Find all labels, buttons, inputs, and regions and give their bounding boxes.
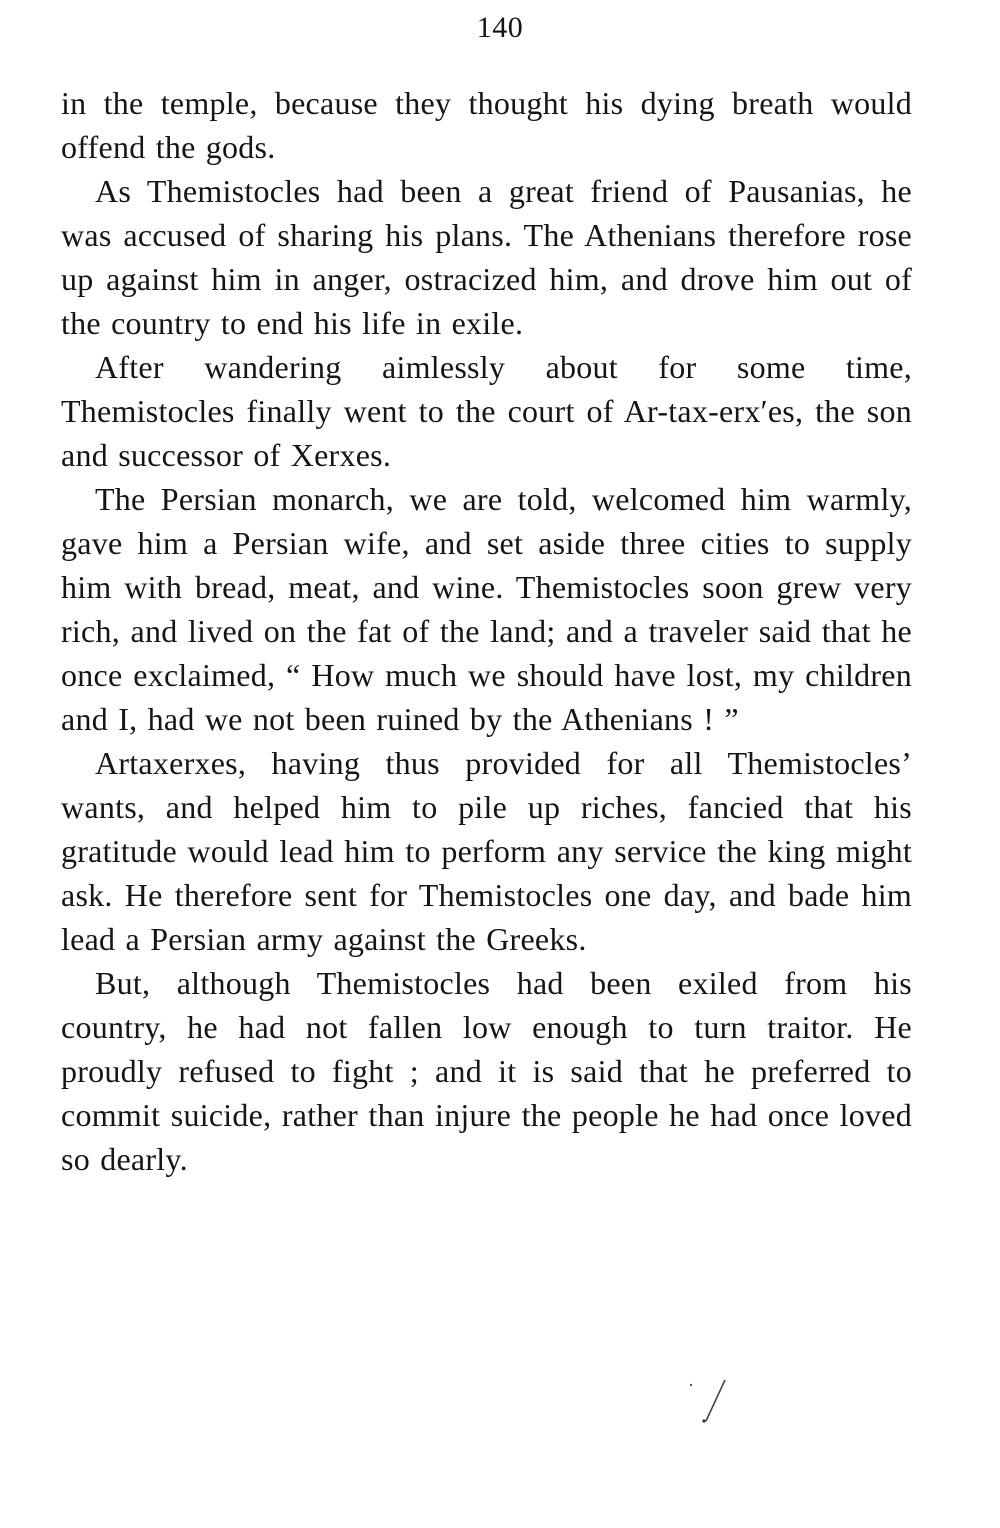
body-text [61, 81, 912, 1181]
paragraph-4: The Persian monarch, we are told, welcomed him warmly, gave him a Persian wife, and set aside three cities to supply him with bread, meat, and wine. Themistocles soon grew very rich, and lived on the fat of the land; and a traveler said that he once exclaimed, “ How much we should have lost, my children and I, had we not been ruined by the Athenians ! ” [61, 481, 912, 737]
paragraph-5: Artaxerxes, having thus provided for all Themistocles’ wants, and helped him to pile up riches, fancied that his gratitude would lead him to perform any service the king might ask. He therefore sent for Themistocles one day, and bade him lead a Persian army against the Greeks. [61, 745, 912, 957]
page-number: 140 [476, 11, 524, 44]
paragraph-6: But, although Themistocles had been exiled from his country, he had not fallen low enough to turn traitor. He proudly refused to fight ; and it is said that he preferred to commit suicide, rather than injure the people he had once loved so dearly. [61, 965, 912, 1177]
pencil-check-mark [682, 1376, 732, 1426]
paragraph-2: As Themistocles had been a great friend of Pausanias, he was accused of sharing his plans. The Athenians therefore rose up against him in anger, ostracized him, and drove him out of the country to end his life in exile. [61, 173, 912, 341]
paragraph-1: in the temple, because they thought his dying breath would offend the gods. [61, 85, 912, 165]
paragraph-3: After wandering aimlessly about for some time, Themistocles finally went to the court of Ar-tax-erx′es, the son and successor of Xerxes. [61, 349, 912, 473]
